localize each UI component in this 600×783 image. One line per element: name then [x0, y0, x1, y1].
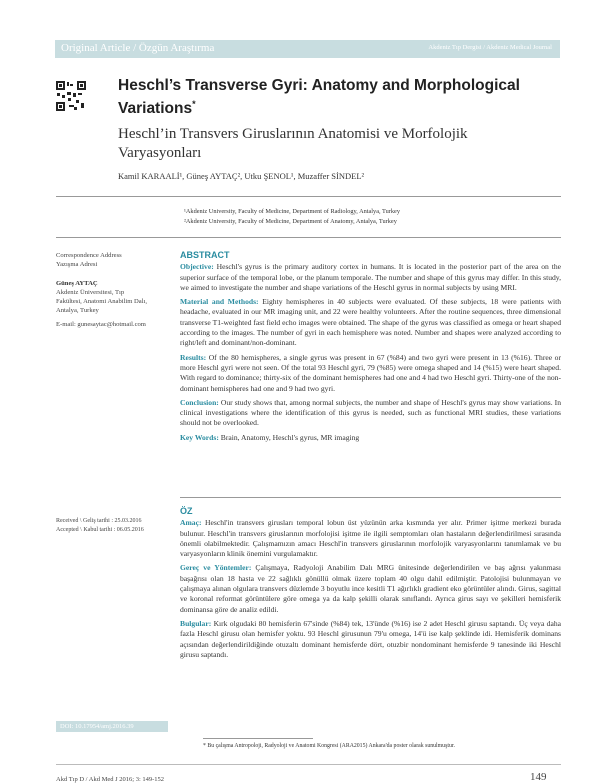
divider-top [56, 196, 561, 197]
oz-section: ÖZ Amaç: Heschl'in transvers girusları temporal lobun üst yüzünün arka kısmında yer alır. Primer işitme merkezi burada bulunur. Heschl'in transvers giruslarının morfolojisi işitme ile ilgili semptomları olan hastaların değerlendirilmesi sırasında önemli olabilmektedir. Çalışmamızın amacı Heschl'in transvers giruslarının morfolojik varyasyonlarını tanımlamak ve bu varyasyonların klinik önemini vurgulamaktır. Gereç ve Yöntemler: Çalışmaya, Radyoloji Anabilim Dalı MRG ünitesinde değerlendirilen ve baş ağrısı yakınması başağrısı olan 18 hasta ve 22 sağlıklı gönüllü olmak üzere toplam 40 olgu dahil edilmiştir. Patolojisi bulunmayan ve çalışmaya alınan olgulara transvers düzlemde 3 boyutlu ince kesitli T1 ağırlıklı gradient eko görüntüler alındı. Girus, sagittal ve koronal reformat görüntülere göre omega ya da kalp şekilli olarak sınıflandı. Ayrıca girus sayı ve şekilleri hemisferik dominansa göre de analiz edildi. Bulgular: Kırk olgudaki 80 hemisferin 67'sinde (%84) tek, 13'ünde (%16) ise 2 adet Heschl girusu saptandı. Üç veya daha fazla Heschl girusu olan hemisfer yoktu. 93 Heschl girusunun 79'u omega, 14'ü ise kalp şeklinde idi. Hemisferik dominans açısından değerlendirildiğinde otuzaltı dominant hemisferde dört, otuzbir nondominant hemisferde 9 tanesinde iki Heschl girusu saptandı. [180, 506, 562, 659]
section-label: Original Article / Özgün Araştırma [61, 42, 215, 54]
authors: Kamil KARAALİ¹, Güneş AYTAÇ², Utku ŞENOL¹, Muzaffer SİNDEL² [118, 171, 365, 181]
citation: Akd Tıp D / Akd Med J 2016; 3: 149-152 [56, 776, 165, 783]
footnote: * Bu çalışma Antropoloji, Radyoloji ve Anatomi Kongresi (ARA2015) Ankara'da poster olarak sunulmuştur. [203, 743, 455, 749]
abstract-section: ABSTRACT Objective: Heschl's gyrus is the primary auditory cortex in humans. It is located in the posterior part of the area on the superior surface of the temporal lobe, or the planum temporale. The number and shape of this gyrus may differ. In this study, we aimed to investigate the number and shape variations of the Heschl gyrus in normal subjects by using MRI. Material and Methods: Eighty hemispheres in 40 subjects were evaluated. Of these subjects, 18 were patients with headache, evaluated in our MR imaging unit, and 22 were healthy volunteers. After the routine sequences, three dimensional transverse T1-weighted fast field echo images were obtained. The shape of the gyrus was classified as omega or heart shaped according to the images. The number of gyri in each hemisphere was noted. Number and shapes were analyzed according to right/left and dominant/non-dominant. Results: Of the 80 hemispheres, a single gyrus was present in 67 (%84) and two gyri were present in 13 (%16). Three or more Heschl gyri were not seen. Of the total 93 Heschl gyri, 79 (%85) were omega shaped and 14 (%15) were heart shaped. With regard to dominance; thirty-six of the dominant hemispheres had one and 4 had two Heschl gyri. Thirty-one of the non-dominant hemispheres had one and 9 had two gyri. Conclusion: Our study shows that, among normal subjects, the number and shape of Heschl's gyrus may show variations. In clinical investigations where the identification of this gyrus is needed, such as functional MRI studies, these variations should not be overlooked. Key Words: Brain, Anatomy, Heschl's gyrus, MR imaging [180, 250, 562, 442]
oz-heading: ÖZ [180, 506, 193, 516]
abstract-heading: ABSTRACT [180, 250, 230, 260]
header-bar [55, 40, 560, 58]
page-number: 149 [530, 771, 547, 783]
dates-block: Received \ Geliş tarihi : 25.03.2016 Accepted \ Kabul tarihi : 06.05.2016 [56, 518, 144, 533]
divider-footer [56, 764, 561, 765]
journal-label: Akdeniz Tıp Dergisi / Akdeniz Medical Journal [428, 44, 552, 51]
qr-code-icon [56, 81, 86, 111]
divider-abstract [180, 497, 561, 498]
doi-bar[interactable]: DOI: 10.17954/amj.2016.39 [56, 721, 168, 732]
affiliations: ¹Akdeniz University, Faculty of Medicine, Department of Radiology, Antalya, Turkey ²Akdeniz University, Faculty of Medicine, Department of Anatomy, Antalya, Turkey [184, 208, 400, 225]
footnote-rule [203, 738, 313, 739]
article-title: Heschl’s Transverse Gyri: Anatomy and Morphological Variations* [118, 77, 520, 118]
email-link[interactable]: E-mail: gunesaytac@hotmail.com [56, 321, 146, 328]
divider-mid [56, 237, 561, 238]
correspondence-block: Correspondence Address Yazışma Adresi Güneş AYTAÇ Akdeniz Üniversitesi, Tıp Fakültesi, Anatomi Anabilim Dalı, Antalya, Turkey E-mail: gunesaytac@hotmail.com [56, 252, 148, 328]
article-subtitle: Heschl’in Transvers Giruslarının Anatomisi ve Morfolojik Varyasyonları [118, 126, 468, 161]
